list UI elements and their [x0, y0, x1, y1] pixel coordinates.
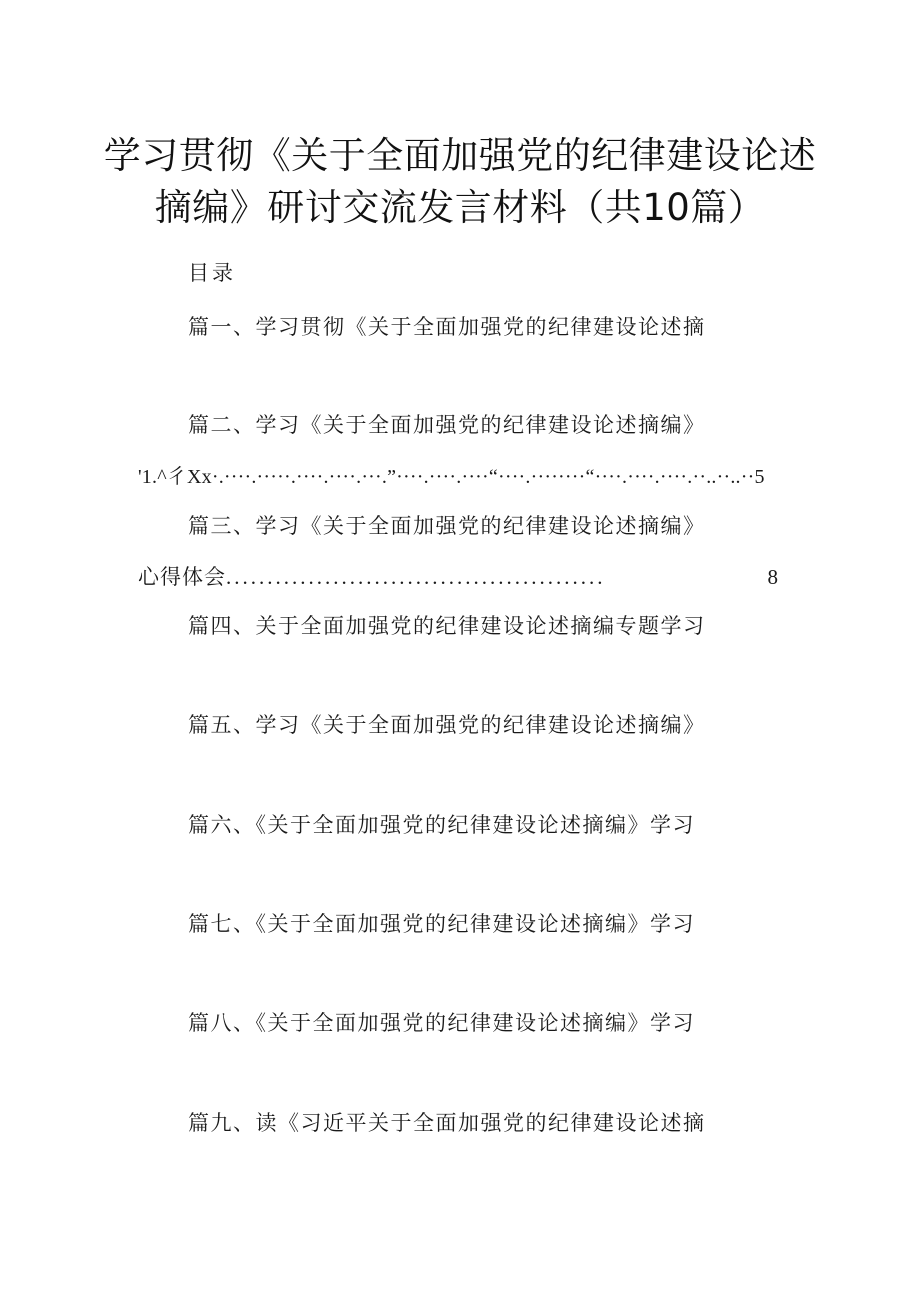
- toc-entry-6[interactable]: 篇六、《关于全面加强党的纪律建设论述摘编》学习: [188, 813, 695, 837]
- toc-entry-3-continuation: [138, 562, 778, 592]
- toc-entry-1[interactable]: 篇一、学习贯彻《关于全面加强党的纪律建设论述摘: [188, 315, 706, 339]
- toc-entry-4[interactable]: 篇四、关于全面加强党的纪律建设论述摘编专题学习: [188, 614, 706, 638]
- toc-entry-8[interactable]: 篇八、《关于全面加强党的纪律建设论述摘编》学习: [188, 1011, 695, 1035]
- toc-entry-5[interactable]: 篇五、学习《关于全面加强党的纪律建设论述摘编》: [188, 713, 706, 737]
- toc-entry-3-continuation-text: 心得体会: [138, 565, 226, 589]
- title-line-1: 学习贯彻《关于全面加强党的纪律建设论述: [103, 134, 817, 177]
- title-line-2: 摘编》研讨交流发言材料（共10篇）: [154, 186, 766, 229]
- toc-entry-7[interactable]: 篇七、《关于全面加强党的纪律建设论述摘编》学习: [188, 912, 695, 936]
- toc-entry-2[interactable]: 篇二、学习《关于全面加强党的纪律建设论述摘编》: [188, 413, 706, 437]
- toc-entry-2-continuation: '1.^彳Xx·.····.·····.····.····.···.”····.····.····“····.········“····.····.····.··..··..··5: [138, 466, 765, 488]
- toc-heading: 目录: [188, 261, 236, 285]
- toc-entry-9[interactable]: 篇九、读《习近平关于全面加强党的纪律建设论述摘: [188, 1111, 706, 1135]
- document-title: [0, 130, 920, 234]
- dot-leader: ..............................................: [226, 565, 606, 589]
- page-number: 8: [767, 565, 778, 589]
- toc-entry-3[interactable]: 篇三、学习《关于全面加强党的纪律建设论述摘编》: [188, 514, 706, 538]
